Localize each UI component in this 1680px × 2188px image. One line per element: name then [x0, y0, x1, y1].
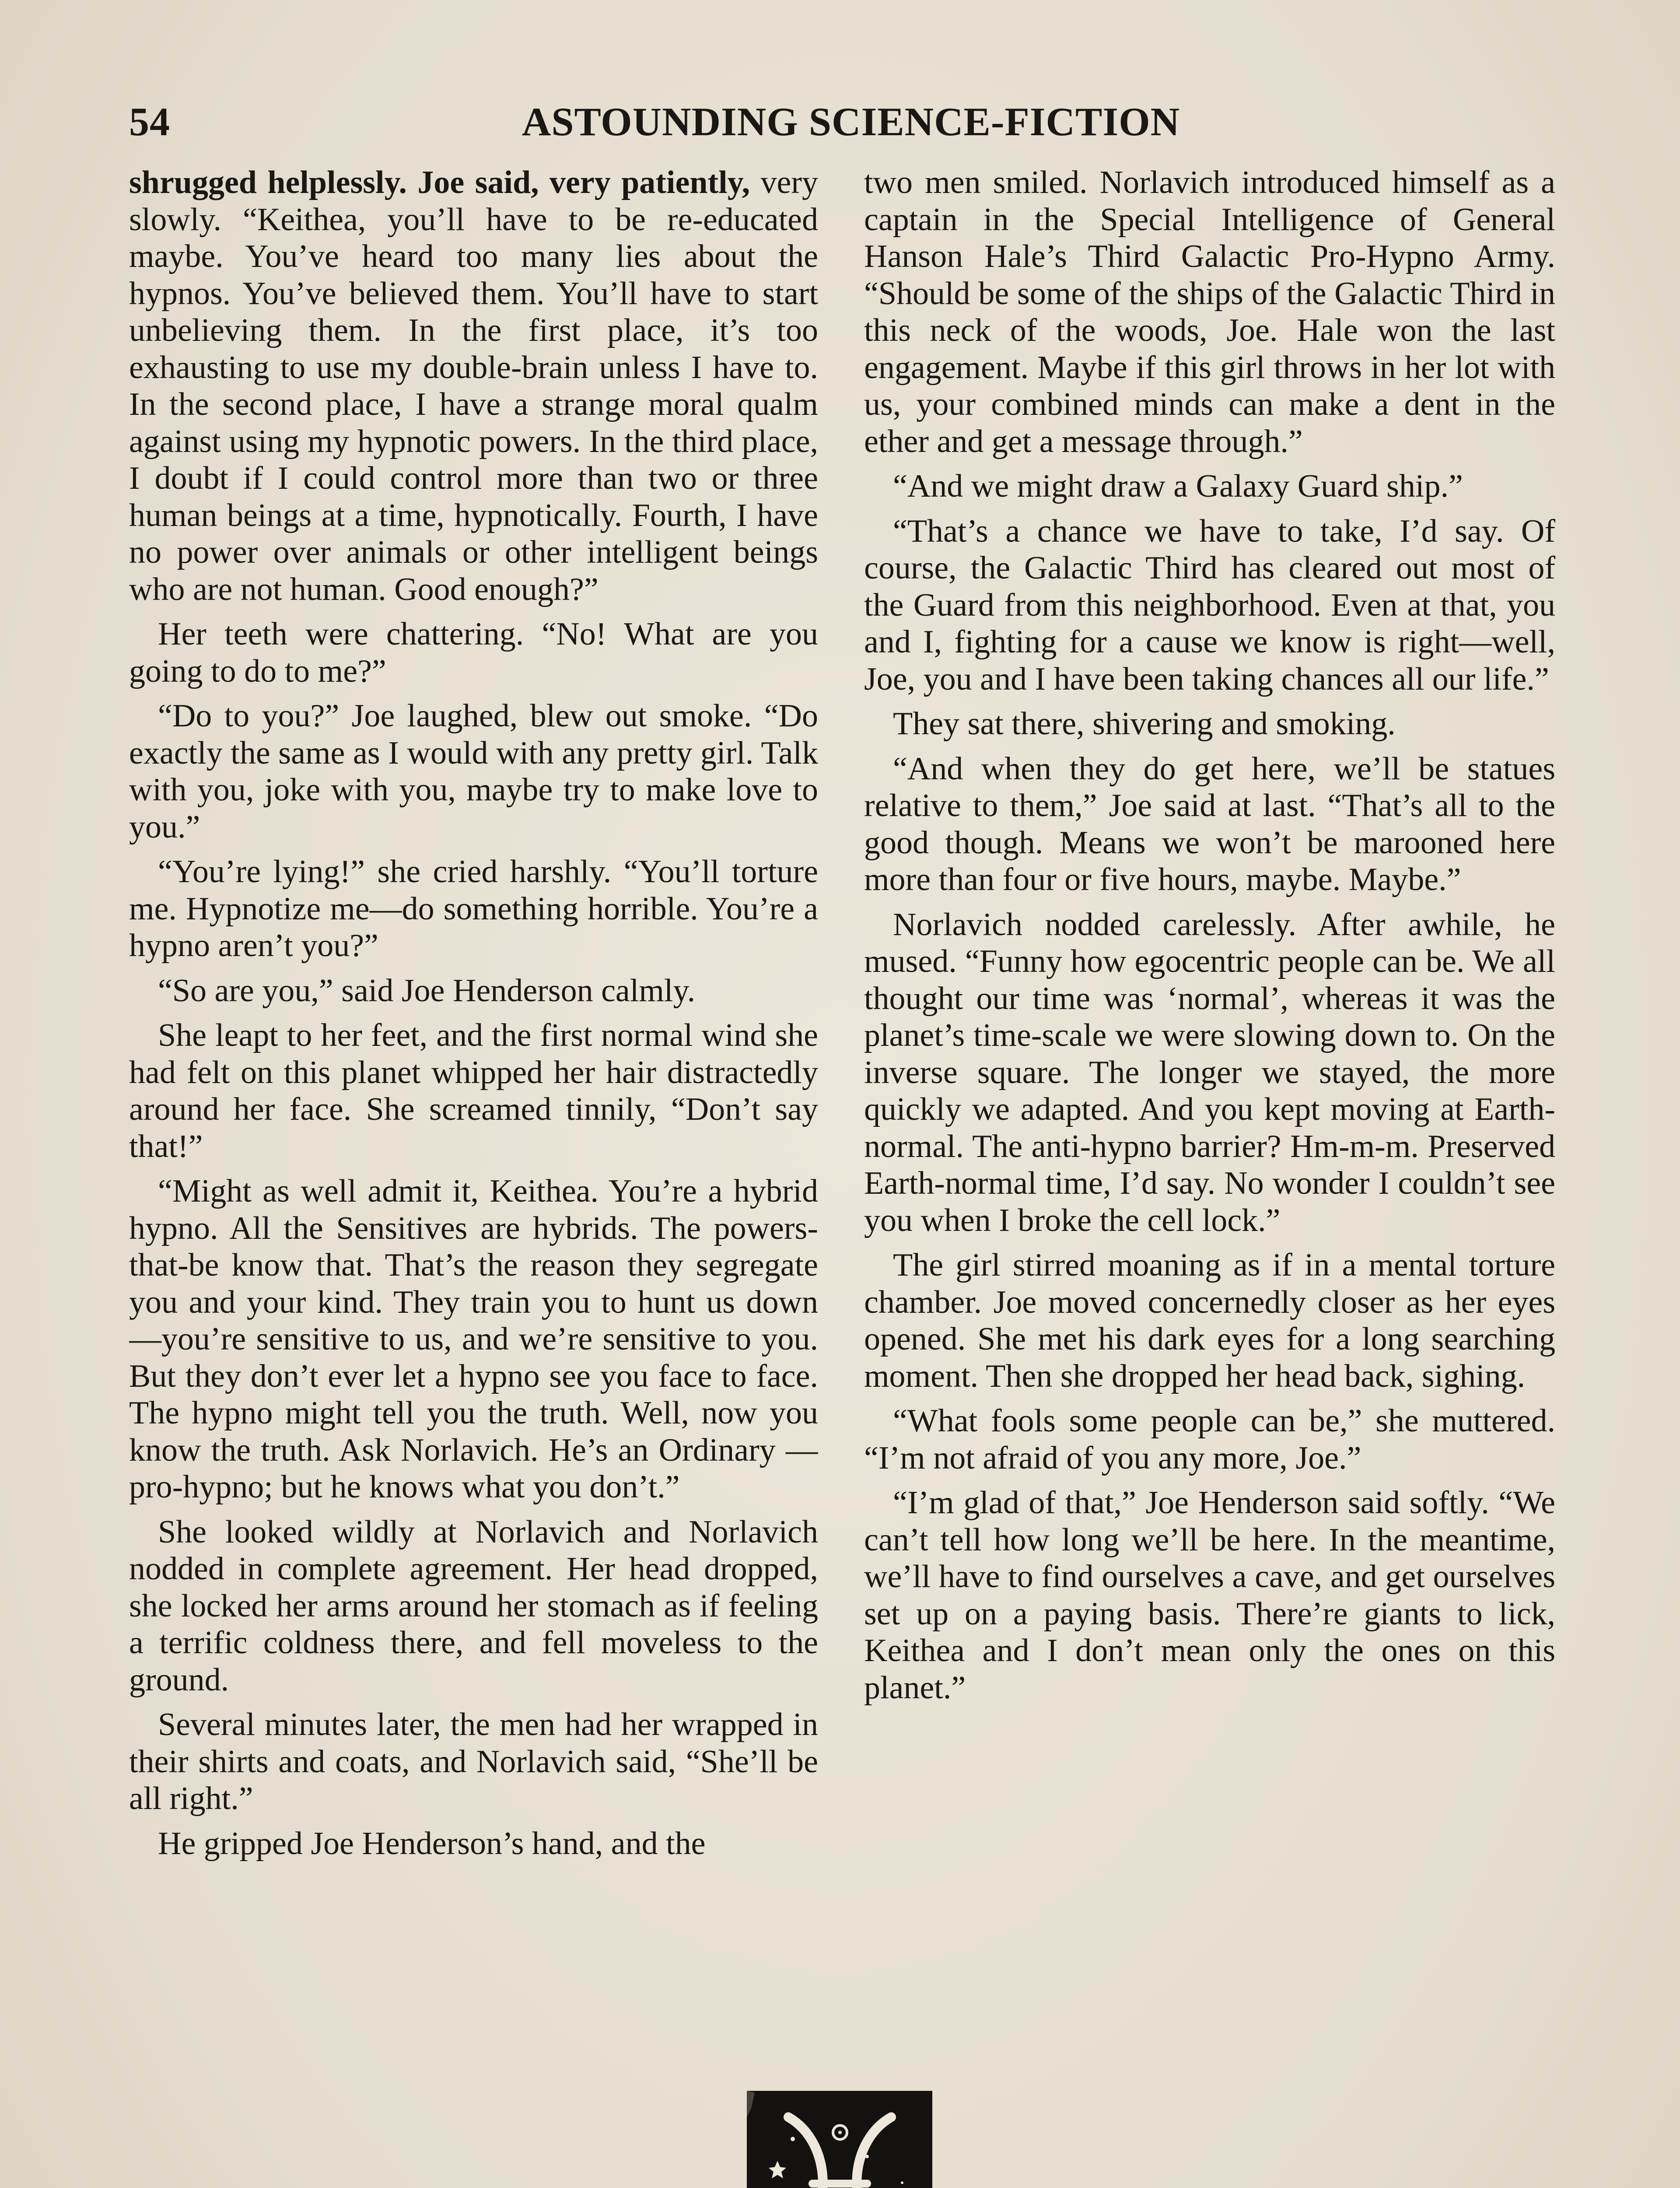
paragraph: “What fools some people can be,” she muttered. “I’m not afraid of you any more, Joe.” — [864, 1403, 1555, 1476]
paragraph: They sat there, shivering and smoking. — [893, 706, 1396, 742]
pisces-zodiac-icon — [747, 2091, 932, 2188]
running-title: ASTOUNDING SCIENCE-FICTION — [522, 99, 1180, 144]
paragraph: “So are you,” said Joe Henderson calmly. — [158, 972, 696, 1009]
paragraph: “That’s a chance we have to take, I’d say. Of course, the Galactic Third has cleared out most of the Guard from this neighborhood. Even at that, you and I, fighting for a cause we know is right—well, Joe, you and I have been taking chances all our life.” — [864, 513, 1555, 697]
page-number: 54 — [129, 99, 170, 144]
paragraph: He gripped Joe Henderson’s hand, and the — [158, 1825, 706, 1862]
paragraph: “You’re lying!” she cried harshly. “You’ll torture me. Hypnotize me—do something horrible. You’re a hypno aren’t you?” — [129, 854, 818, 964]
paragraph: “Do to you?” Joe laughed, blew out smoke. “Do exactly the same as I would with any pretty girl. Talk with you, joke with you, maybe try to make love to you.” — [129, 698, 818, 845]
paragraph: Her teeth were chattering. “No! What are you going to do to me?” — [129, 616, 818, 689]
paragraph: “Might as well admit it, Keithea. You’re a hybrid hypno. All the Sensitives are hybrids. The powers-that-be know that. That’s the reason they segregate you and your kind. They train you to hunt us down —you’re sensitive to us, and we’re sensitive to you. But they don’t ever let a hypno see you face to face. The hypno might tell you the truth. Well, now you know the truth. Ask Norlavich. He’s an Ordinary — pro-hypno; but he knows what you don’t.” — [129, 1173, 818, 1505]
paragraph: She leapt to her feet, and the first normal wind she had felt on this planet whipped her hair distractedly around her face. She screamed tinnily, “Don’t say that!” — [129, 1017, 818, 1164]
bold-lead-text: shrugged helplessly. Joe said, very patiently, — [129, 165, 750, 200]
paragraph: Several minutes later, the men had her wrapped in their shirts and coats, and Norlavich said, “She’ll be all right.” — [129, 1707, 818, 1816]
paragraph: “I’m glad of that,” Joe Henderson said softly. “We can’t tell how long we’ll be here. In the meantime, we’ll have to find ourselves a cave, and get ourselves set up on a paying basis. There’re giants to lick, Keithea and I don’t mean only the ones on this planet.” — [864, 1485, 1555, 1706]
left-column — [129, 164, 818, 2002]
right-column — [864, 164, 1555, 2002]
paragraph: “And when they do get here, we’ll be statues relative to them,” Joe said at last. “That’s all to the good though. Means we won’t be marooned here more than four or five hours, maybe. Maybe.” — [864, 750, 1555, 898]
paragraph: “And we might draw a Galaxy Guard ship.” — [893, 468, 1463, 504]
paragraph: She looked wildly at Norlavich and Norlavich nodded in complete agreement. Her head dropped, she locked her arms around her stomach as if feeling a terrific coldness there, and fell moveless to the ground. — [129, 1514, 818, 1698]
paragraph-text: very slowly. “Keithea, you’ll have to be re-educated maybe. You’ve heard too many lies about the hypnos. You’ve believed them. You’ll have to start unbelieving them. In the first place, it’s too exhausting to use my double-brain unless I have to. In the second place, I have a strange moral qualm against using my hypnotic powers. In the third place, I doubt if I could control more than two or three human beings at a time, hypnotically. Fourth, I have no power over animals or other intelligent beings who are not human. Good enough?” — [129, 165, 818, 607]
paragraph — [129, 164, 818, 608]
paragraph: two men smiled. Norlavich introduced himself as a captain in the Special Intelligence of General Hanson Hale’s Third Galactic Pro-Hypno Army. “Should be some of the ships of the Galactic Third in this neck of the woods, Joe. Hale won the last engagement. Maybe if this girl throws in her lot with us, your combined minds can make a dent in the ether and get a message through.” — [864, 165, 1555, 459]
paragraph: The girl stirred moaning as if in a mental torture chamber. Joe moved concernedly closer as her eyes opened. She met his dark eyes for a long searching moment. Then she dropped her head back, sighing. — [864, 1247, 1555, 1394]
page-header — [129, 98, 1573, 151]
paragraph: Norlavich nodded carelessly. After awhile, he mused. “Funny how egocentric people can be. We all thought our time was ‘normal’, whereas it was the planet’s time-scale we were slowing down to. On the inverse square. The longer we stayed, the more quickly we adapted. And you kept moving at Earth-normal. The anti-hypno barrier? Hm-m-m. Preserved Earth-normal time, I’d say. No wonder I couldn’t see you when I broke the cell lock.” — [864, 906, 1555, 1238]
